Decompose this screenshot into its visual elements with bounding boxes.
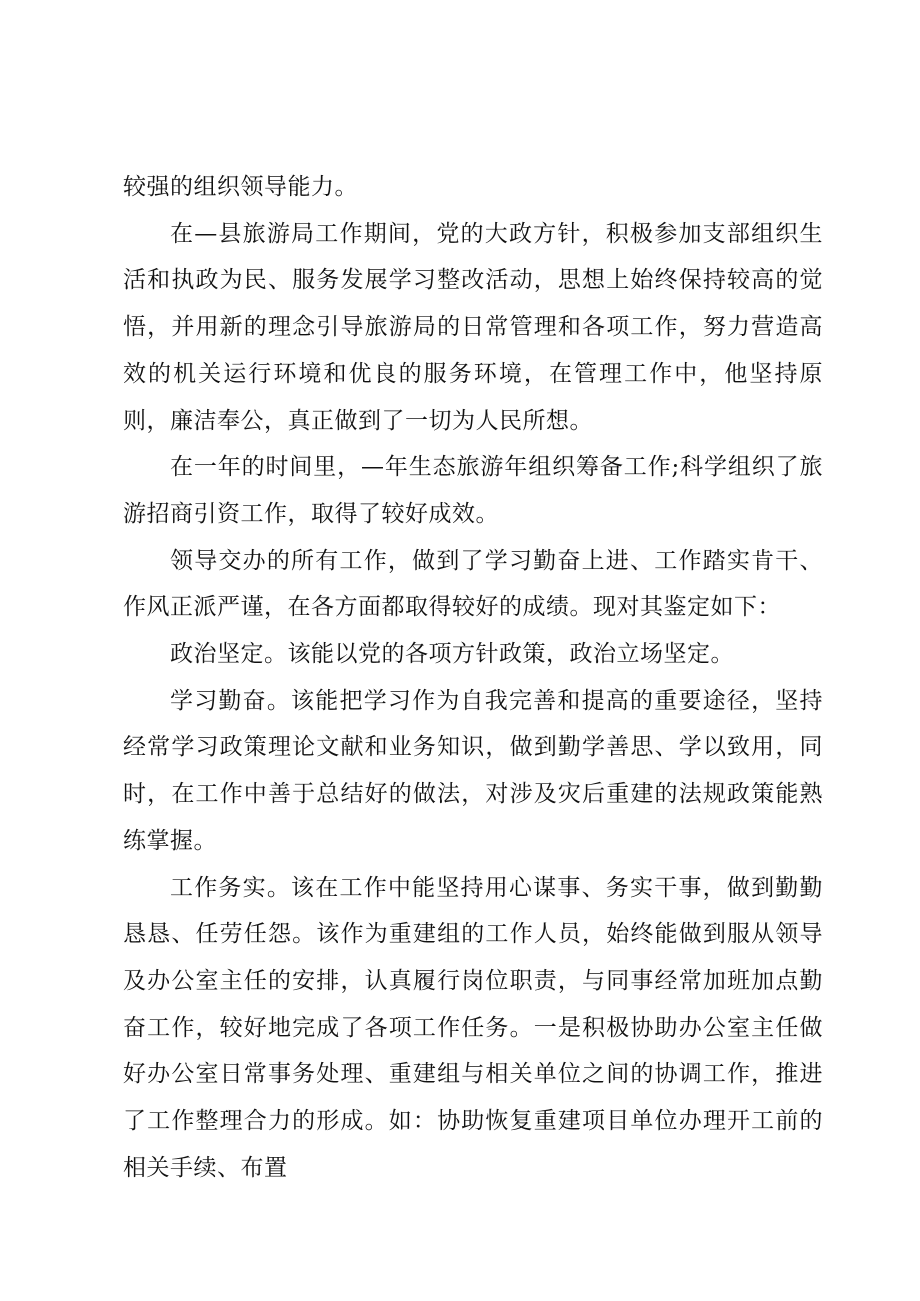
paragraph-5: 政治坚定。该能以党的各项方针政策，政治立场坚定。 <box>170 641 734 668</box>
paragraph-3: 在一年的时间里，—年生态旅游年组织筹备工作;科学组织了旅游招商引资工作，取得了较好成效。 <box>123 454 823 527</box>
paragraph-2: 在—县旅游局工作期间，党的大政方针，积极参加支部组织生活和执政为民、服务发展学习整改活动，思想上始终保持较高的觉悟，并用新的理念引导旅游局的日常管理和各项工作，努力营造高效的机关运行环境和优良的服务环境，在管理工作中，他坚持原则，廉洁奉公，真正做到了一切为人民所想。 <box>123 220 823 434</box>
paragraph-1: 较强的组织领导能力。 <box>123 174 358 200</box>
paragraph-7: 工作务实。该在工作中能坚持用心谋事、务实干事，做到勤勤恳恳、任劳任怨。该作为重建组的工作人员，始终能做到服从领导及办公室主任的安排，认真履行岗位职责，与同事经常加班加点勤奋工作，较好地完成了各项工作任务。一是积极协助办公室主任做好办公室日常事务处理、重建组与相关单位之间的协调工作，推进了工作整理合力的形成。如：协助恢复重建项目单位办理开工前的相关手续、布置 <box>123 874 823 1181</box>
document-body <box>123 164 823 1191</box>
paragraph-6: 学习勤奋。该能把学习作为自我完善和提高的重要途径，坚持经常学习政策理论文献和业务知识，做到勤学善思、学以致用，同时，在工作中善于总结好的做法，对涉及灾后重建的法规政策能熟练掌握。 <box>123 687 823 854</box>
paragraph-4: 领导交办的所有工作，做到了学习勤奋上进、工作踏实肯干、作风正派严谨，在各方面都取得较好的成绩。现对其鉴定如下： <box>123 547 823 621</box>
